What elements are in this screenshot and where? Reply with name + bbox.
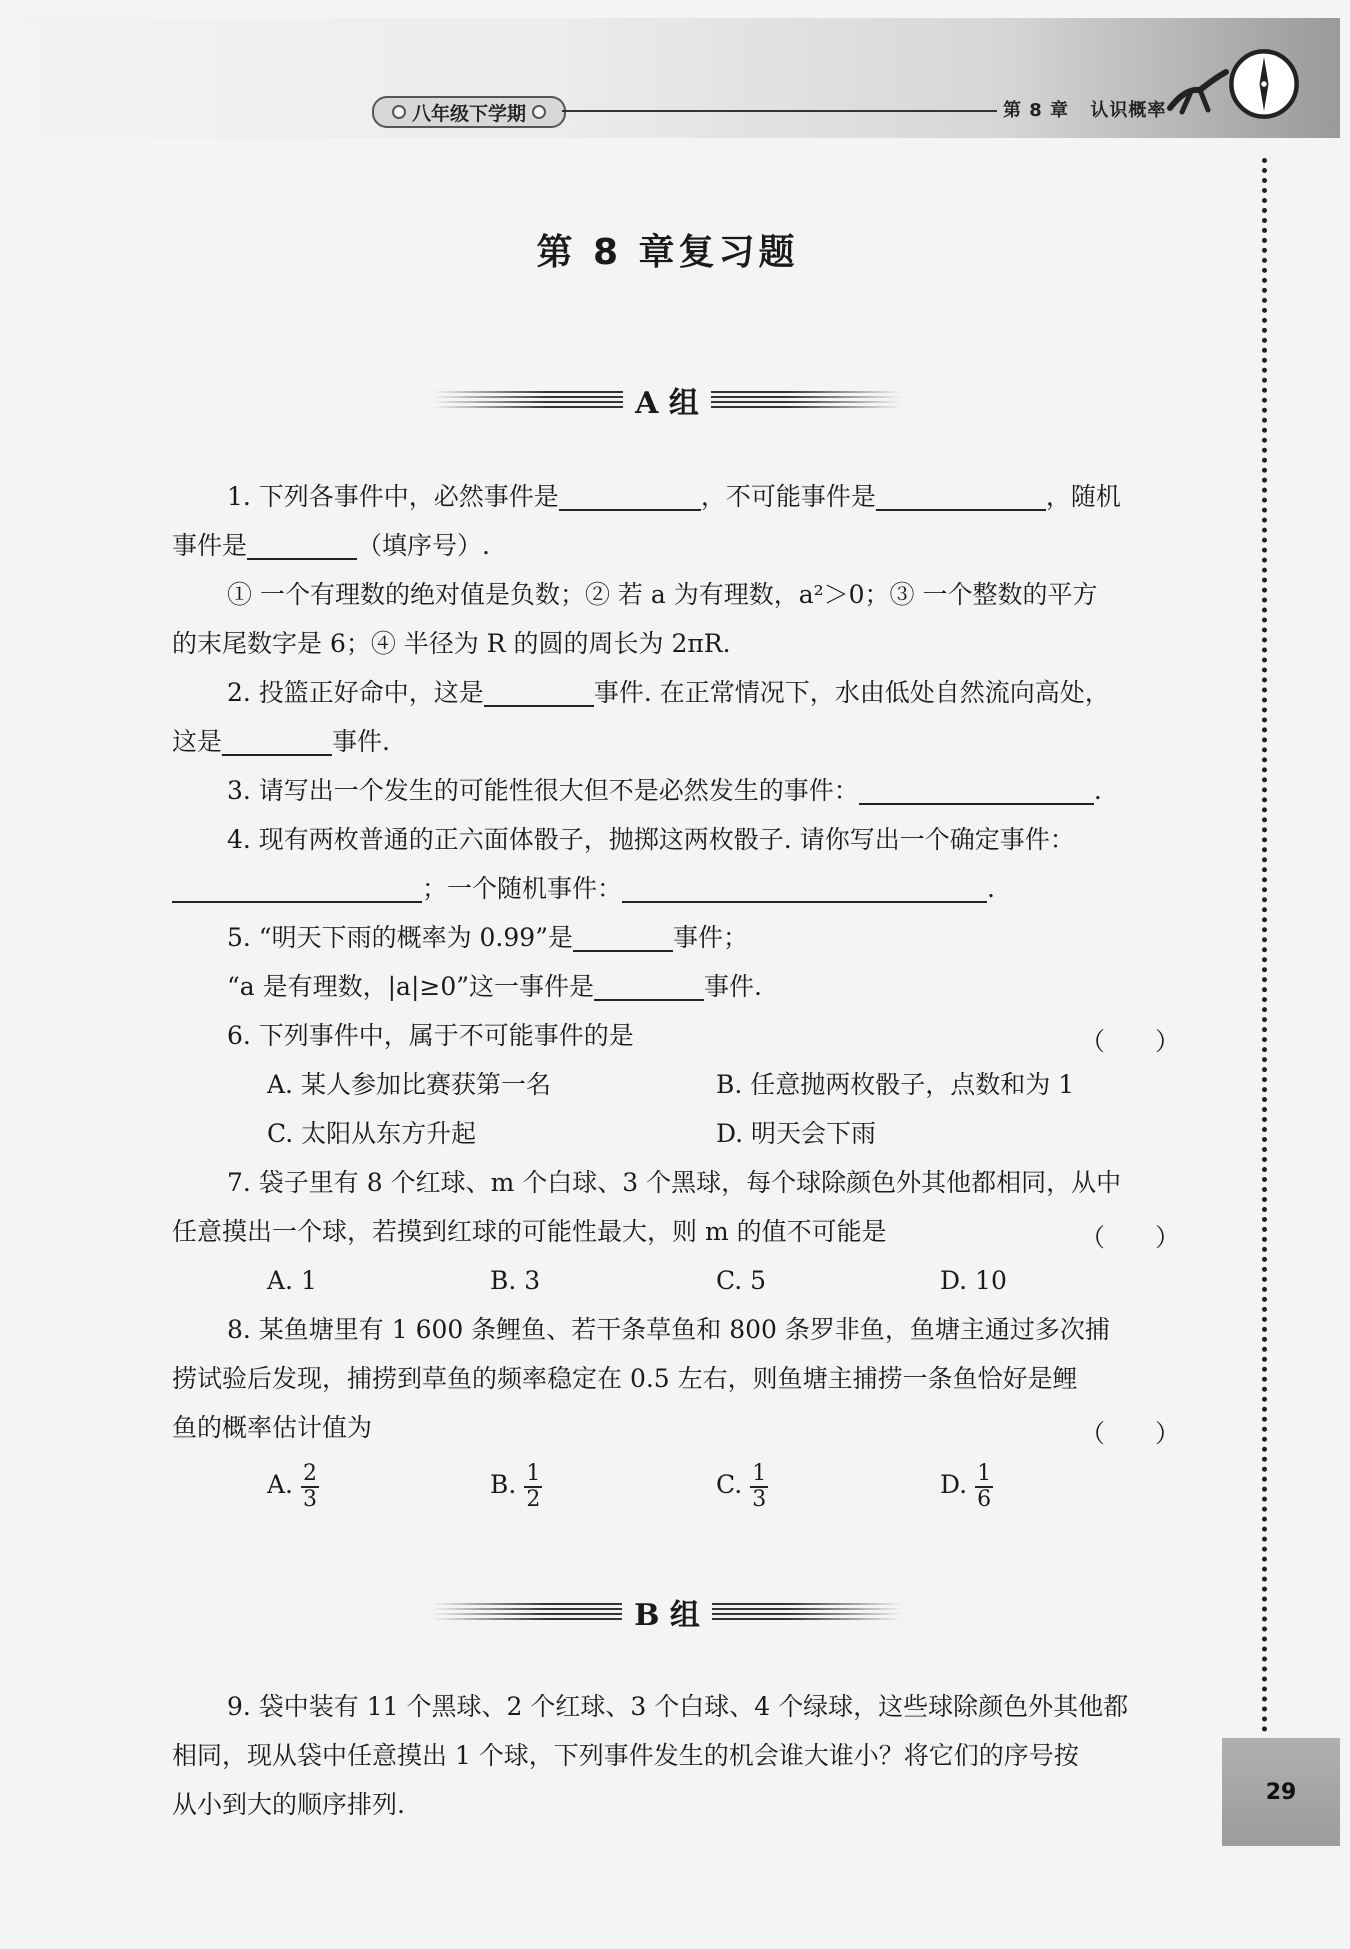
q2-line2: 这是 事件. — [172, 717, 1172, 766]
dot-icon — [532, 105, 546, 119]
q6-option-a: A. 某人参加比赛获第一名 — [267, 1070, 551, 1099]
chapter-label — [1003, 96, 1166, 122]
fraction: $\frac{1}{3}$ — [752, 1460, 767, 1512]
fraction: $\frac{2}{3}$ — [303, 1460, 318, 1512]
answer-blank[interactable] — [622, 871, 987, 903]
answer-blank[interactable] — [484, 675, 594, 707]
chapter-number: 第 8 章 — [1003, 100, 1070, 121]
decorative-bars — [433, 391, 623, 409]
q2-line1: 2. 投篮正好命中，这是 事件. 在正常情况下，水由低处自然流向高处， — [172, 668, 1172, 717]
q9-line1: 9. 袋中装有 11 个黑球、2 个红球、3 个白球、4 个绿球，这些球除颜色外其他都 — [227, 1692, 1129, 1721]
q7-line1: 7. 袋子里有 8 个红球、m 个白球、3 个黑球，每个球除颜色外其他都相同，从中 — [227, 1168, 1122, 1197]
page-number: 29 — [1265, 1779, 1297, 1805]
dot-icon — [392, 105, 406, 119]
compass-icon — [1228, 48, 1300, 120]
margin-dotted-rule — [1262, 158, 1267, 1733]
page-title: 第 8 章复习题 — [536, 232, 799, 273]
q8-option-a: A. $\frac{2}{3}$ — [267, 1460, 318, 1512]
q7-option-a: A. 1 — [267, 1266, 317, 1295]
q7-option-b: B. 3 — [490, 1266, 541, 1295]
grade-badge — [372, 96, 566, 128]
q7-answer-paren[interactable]: （ ） — [1080, 1223, 1181, 1252]
answer-blank[interactable] — [876, 479, 1046, 511]
runner-icon — [1160, 58, 1230, 118]
chapter-name: 认识概率 — [1090, 100, 1167, 121]
q9-line3: 从小到大的顺序排列. — [172, 1790, 405, 1819]
q6-option-d: D. 明天会下雨 — [716, 1119, 877, 1148]
q1-line2: 事件是 （填序号）. — [172, 521, 1172, 570]
q8-option-b: B. $\frac{1}{2}$ — [490, 1460, 541, 1512]
q8-line3: 鱼的概率估计值为 — [172, 1413, 373, 1442]
answer-blank[interactable] — [594, 969, 704, 1001]
q8-line2: 捞试验后发现，捕捞到草鱼的频率稳定在 0.5 左右，则鱼塘主捕捞一条鱼恰好是鲤 — [172, 1364, 1078, 1393]
q8-line1: 8. 某鱼塘里有 1 600 条鲤鱼、若干条草鱼和 800 条罗非鱼，鱼塘主通过多次捕 — [227, 1315, 1110, 1344]
q8-option-d: D. $\frac{1}{6}$ — [940, 1460, 992, 1512]
q8-answer-paren[interactable]: （ ） — [1080, 1419, 1181, 1448]
group-b-heading — [432, 1592, 902, 1632]
q6-answer-paren[interactable]: （ ） — [1080, 1027, 1181, 1056]
answer-blank[interactable] — [573, 920, 673, 952]
fraction: $\frac{1}{6}$ — [977, 1460, 992, 1512]
answer-blank[interactable] — [222, 724, 332, 756]
group-b-label: B 组 — [634, 1598, 700, 1633]
header-rule — [562, 110, 997, 112]
decorative-bars — [711, 391, 901, 409]
q3-line1: 3. 请写出一个发生的可能性很大但不是必然发生的事件： . — [172, 766, 1172, 815]
group-a-label: A 组 — [635, 386, 699, 421]
grade-label: 八年级下学期 — [411, 102, 526, 125]
q6-option-c: C. 太阳从东方升起 — [267, 1119, 477, 1148]
page-number-tab — [1222, 1738, 1340, 1846]
q4-line2: ；一个随机事件： . — [172, 864, 1172, 913]
answer-blank[interactable] — [559, 479, 701, 511]
q5-line1: 5. “明天下雨的概率为 0.99”是 事件； — [172, 913, 1172, 962]
q7-option-d: D. 10 — [940, 1266, 1007, 1295]
q9-line2: 相同，现从袋中任意摸出 1 个球，下列事件发生的机会谁大谁小？将它们的序号按 — [172, 1741, 1079, 1770]
answer-blank[interactable] — [172, 871, 422, 903]
q6-option-b: B. 任意抛两枚骰子，点数和为 1 — [716, 1070, 1075, 1099]
decorative-bars — [432, 1603, 622, 1621]
fraction: $\frac{1}{2}$ — [526, 1460, 541, 1512]
q1-line3: ① 一个有理数的绝对值是负数；② 若 a 为有理数，a²＞0；③ 一个整数的平方 — [227, 580, 1098, 609]
q7-line2: 任意摸出一个球，若摸到红球的可能性最大，则 m 的值不可能是 — [172, 1217, 887, 1246]
q7-option-c: C. 5 — [716, 1266, 767, 1295]
q6-stem: 6. 下列事件中，属于不可能事件的是 — [227, 1021, 634, 1050]
q4-line1: 4. 现有两枚普通的正六面体骰子，抛掷这两枚骰子. 请你写出一个确定事件： — [227, 825, 1075, 854]
answer-blank[interactable] — [859, 773, 1094, 805]
q1-line1: 1. 下列各事件中，必然事件是 ，不可能事件是 ，随机 — [172, 472, 1172, 521]
q5-line2: “a 是有理数，|a|≥0”这一事件是 事件. — [172, 962, 1172, 1011]
q1-line4: 的末尾数字是 6；④ 半径为 R 的圆的周长为 2πR. — [172, 629, 731, 658]
answer-blank[interactable] — [247, 528, 357, 560]
q8-option-c: C. $\frac{1}{3}$ — [716, 1460, 767, 1512]
decorative-bars — [712, 1603, 902, 1621]
group-a-heading — [432, 380, 902, 420]
